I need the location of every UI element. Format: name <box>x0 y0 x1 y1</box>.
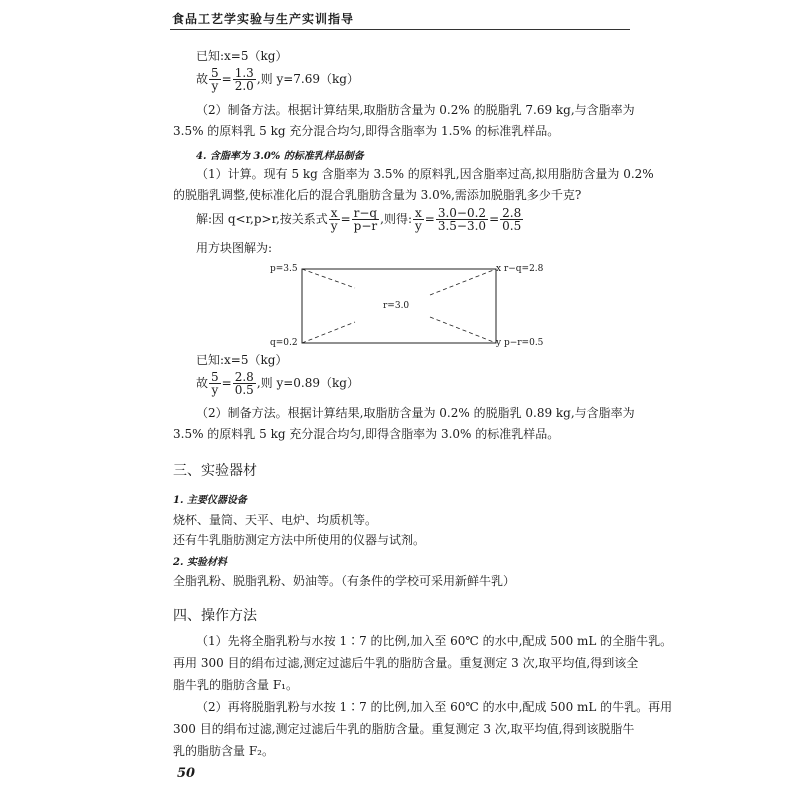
label-y: y p−r=0.5 <box>496 338 544 348</box>
section-title: 四、操作方法 <box>173 608 257 624</box>
method-text: 3.5% 的原料乳 5 kg 充分混合均匀,即得含脂率为 1.5% 的标准乳样品。 <box>173 124 560 138</box>
materials-text: 全脂乳粉、脱脂乳粉、奶油等。（有条件的学校可采用新鲜牛乳） <box>173 574 516 588</box>
fraction <box>233 371 256 396</box>
numerator: 2.8 <box>234 369 254 384</box>
numerator: r−q <box>353 205 378 220</box>
equipment-text: 烧杯、量筒、天平、电炉、均质机等。 <box>173 513 378 527</box>
known-value-line: 已知:x=5（kg） <box>196 49 288 63</box>
numerator: 3.0−0.2 <box>437 205 487 220</box>
procedure-text: 脂牛乳的脂肪含量 F₁。 <box>173 678 298 692</box>
diagram-diagonal <box>430 269 496 295</box>
numerator: x <box>330 205 338 220</box>
solution-mid: ,则得: <box>380 212 412 226</box>
calc-text: （1）计算。现有 5 kg 含脂率为 3.5% 的原料乳,因含脂率过高,拟用脂肪含量为 0.2% <box>196 167 654 181</box>
diagram-diagonal <box>302 322 355 343</box>
calc-text: 的脱脂乳调整,使标准化后的混合乳脂肪含量为 3.0%,需添加脱脂乳多少千克? <box>173 188 582 202</box>
denominator: 0.5 <box>234 382 254 397</box>
numerator: 2.8 <box>502 205 522 220</box>
fraction <box>233 67 256 92</box>
equals-sign: = <box>340 212 351 226</box>
solution-line <box>196 206 524 232</box>
denominator: 3.5−3.0 <box>437 218 487 233</box>
pearson-square-diagram <box>270 262 570 350</box>
therefore-label: 故 <box>196 376 209 390</box>
numerator: 5 <box>211 369 219 384</box>
header-rule <box>170 29 630 30</box>
running-header: 食品工艺学实验与生产实训指导 <box>172 12 355 26</box>
result-text: ,则 y=0.89（kg） <box>256 376 359 390</box>
denominator: y <box>211 78 219 93</box>
page-number: 50 <box>177 766 196 781</box>
label-r: r=3.0 <box>383 301 410 311</box>
procedure-text: （1）先将全脂乳粉与水按 1∶7 的比例,加入至 60℃ 的水中,配成 500 mL 的全脂牛乳。 <box>196 634 673 648</box>
fraction <box>209 371 221 396</box>
fraction <box>209 67 221 92</box>
fraction <box>329 207 340 232</box>
method-text: （2）制备方法。根据计算结果,取脂肪含量为 0.2% 的脱脂乳 0.89 kg,与含脂率为 <box>196 406 635 420</box>
procedure-text: 再用 300 目的绢布过滤,测定过滤后牛乳的脂肪含量。重复测定 3 次,取平均值,得到该全 <box>173 656 639 670</box>
equals-sign: = <box>221 376 232 390</box>
denominator: 2.0 <box>234 78 254 93</box>
result-text: ,则 y=7.69（kg） <box>256 72 359 86</box>
section-title: 三、实验器材 <box>173 463 257 479</box>
method-text: （2）制备方法。根据计算结果,取脂肪含量为 0.2% 的脱脂乳 7.69 kg,与含脂率为 <box>196 103 635 117</box>
numerator: 5 <box>211 65 219 80</box>
procedure-text: （2）再将脱脂乳粉与水按 1∶7 的比例,加入至 60℃ 的水中,配成 500 mL 的牛乳。再用 <box>196 700 673 714</box>
denominator: y <box>414 218 422 233</box>
equals-sign: = <box>489 212 500 226</box>
diagram-diagonal <box>302 269 355 288</box>
subsection-title: 4. 含脂率为 3.0% 的标准乳样品制备 <box>196 151 364 162</box>
fraction <box>500 207 523 232</box>
diagram-diagonal <box>430 317 496 343</box>
denominator: p−r <box>353 218 378 233</box>
subsection-title: 1. 主要仪器设备 <box>173 495 247 506</box>
denominator: y <box>330 218 338 233</box>
equals-sign: = <box>221 72 232 86</box>
equation-line <box>196 370 359 396</box>
known-value-line: 已知:x=5（kg） <box>196 353 288 367</box>
label-p: p=3.5 <box>270 264 298 274</box>
denominator: 0.5 <box>502 218 522 233</box>
equation-line <box>196 66 359 92</box>
numerator: 1.3 <box>234 65 254 80</box>
numerator: x <box>414 205 422 220</box>
solution-prefix: 解:因 q<r,p>r,按关系式 <box>196 212 328 226</box>
fraction <box>436 207 488 232</box>
procedure-text: 乳的脂肪含量 F₂。 <box>173 744 274 758</box>
diagram-graphic <box>270 262 570 350</box>
label-x: x r−q=2.8 <box>496 264 544 274</box>
method-text: 3.5% 的原料乳 5 kg 充分混合均匀,即得含脂率为 3.0% 的标准乳样品。 <box>173 427 560 441</box>
equipment-text: 还有牛乳脂肪测定方法中所使用的仪器与试剂。 <box>173 533 426 547</box>
label-q: q=0.2 <box>270 338 298 348</box>
fraction <box>352 207 379 232</box>
denominator: y <box>211 382 219 397</box>
therefore-label: 故 <box>196 72 209 86</box>
diagram-intro: 用方块图解为: <box>196 241 273 255</box>
subsection-title: 2. 实验材料 <box>173 557 227 568</box>
procedure-text: 300 目的绢布过滤,测定过滤后牛乳的脂肪含量。重复测定 3 次,取平均值,得到该脱脂牛 <box>173 722 635 736</box>
fraction <box>413 207 424 232</box>
equals-sign: = <box>424 212 435 226</box>
